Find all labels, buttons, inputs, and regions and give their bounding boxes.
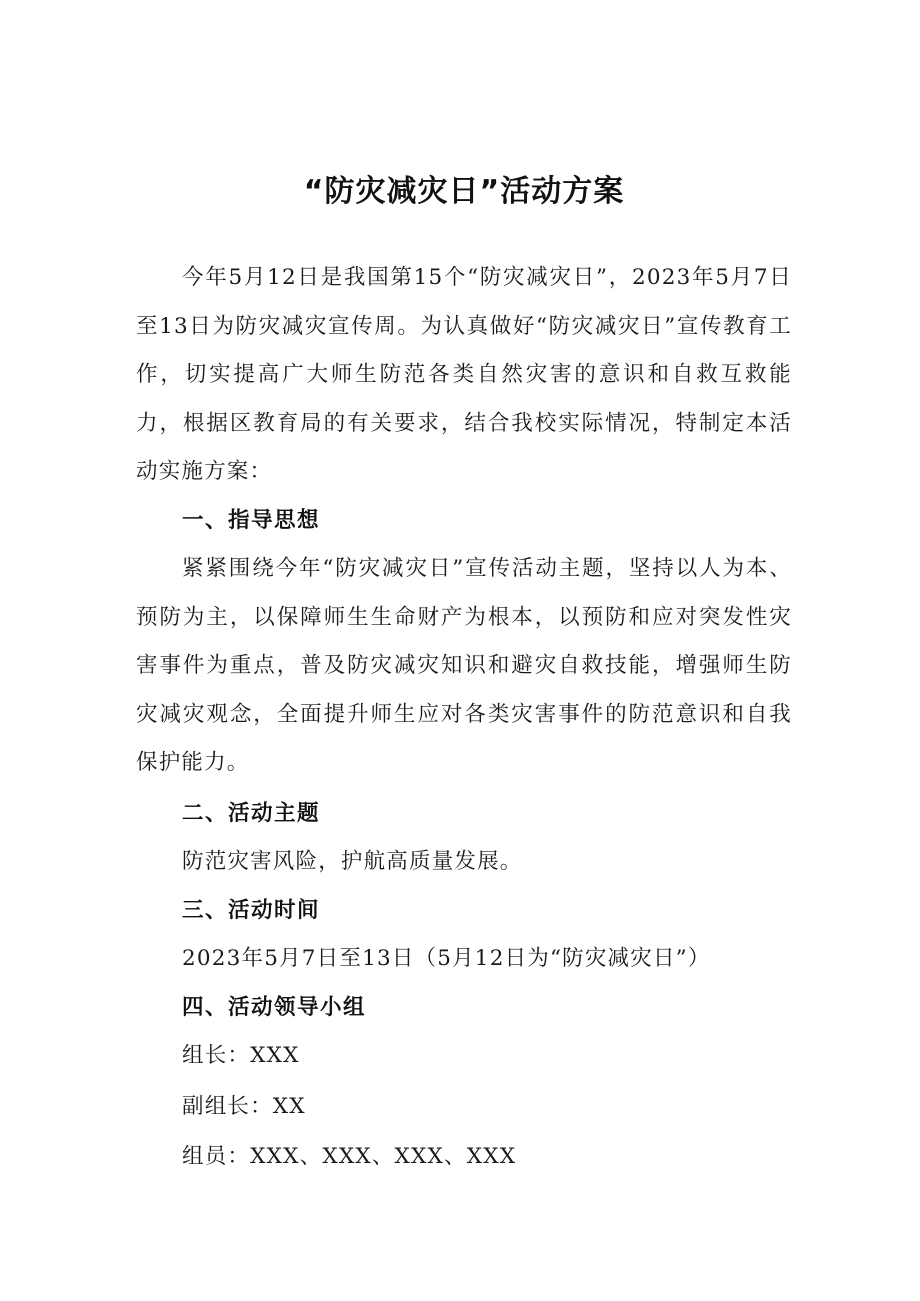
- deputy-leader-line: 副组长：XX: [182, 1093, 306, 1119]
- section-heading-guiding-thought: 一、指导思想: [182, 507, 321, 533]
- document-title: “防灾减灾日”活动方案: [303, 174, 625, 209]
- section-heading-activity-theme: 二、活动主题: [182, 800, 321, 826]
- intro-paragraph: 今年5月12日是我国第15个“防灾减灾日”，2023年5月7日至13日为防灾减灾宣传周。为认真做好“防灾减灾日”宣传教育工作，切实提高广大师生防范各类自然灾害的意识和自救互救能力，根据区教育局的有关要求，结合我校实际情况，特制定本活动实施方案：: [136, 265, 792, 484]
- section-text-activity-theme: 防范灾害风险，护航高质量发展。: [182, 849, 523, 874]
- leader-line: 组长：XXX: [182, 1043, 300, 1068]
- section-text-guiding-thought: 紧紧围绕今年“防灾减灾日”宣传活动主题，坚持以人为本、预防为主，以保障师生生命财产为根本，以预防和应对突发性灾害事件为重点，普及防灾减灾知识和避灾自救技能，增强师生防灾减灾观念，全面提升师生应对各类灾害事件的防范意识和自我保护能力。: [136, 556, 792, 775]
- section-heading-activity-time: 三、活动时间: [182, 897, 321, 923]
- section-heading-leadership-group: 四、活动领导小组: [182, 994, 367, 1020]
- members-line: 组员：XXX、XXX、XXX、XXX: [182, 1144, 517, 1169]
- section-text-activity-time: 2023年5月7日至13日（5月12日为“防灾减灾日”）: [182, 946, 711, 971]
